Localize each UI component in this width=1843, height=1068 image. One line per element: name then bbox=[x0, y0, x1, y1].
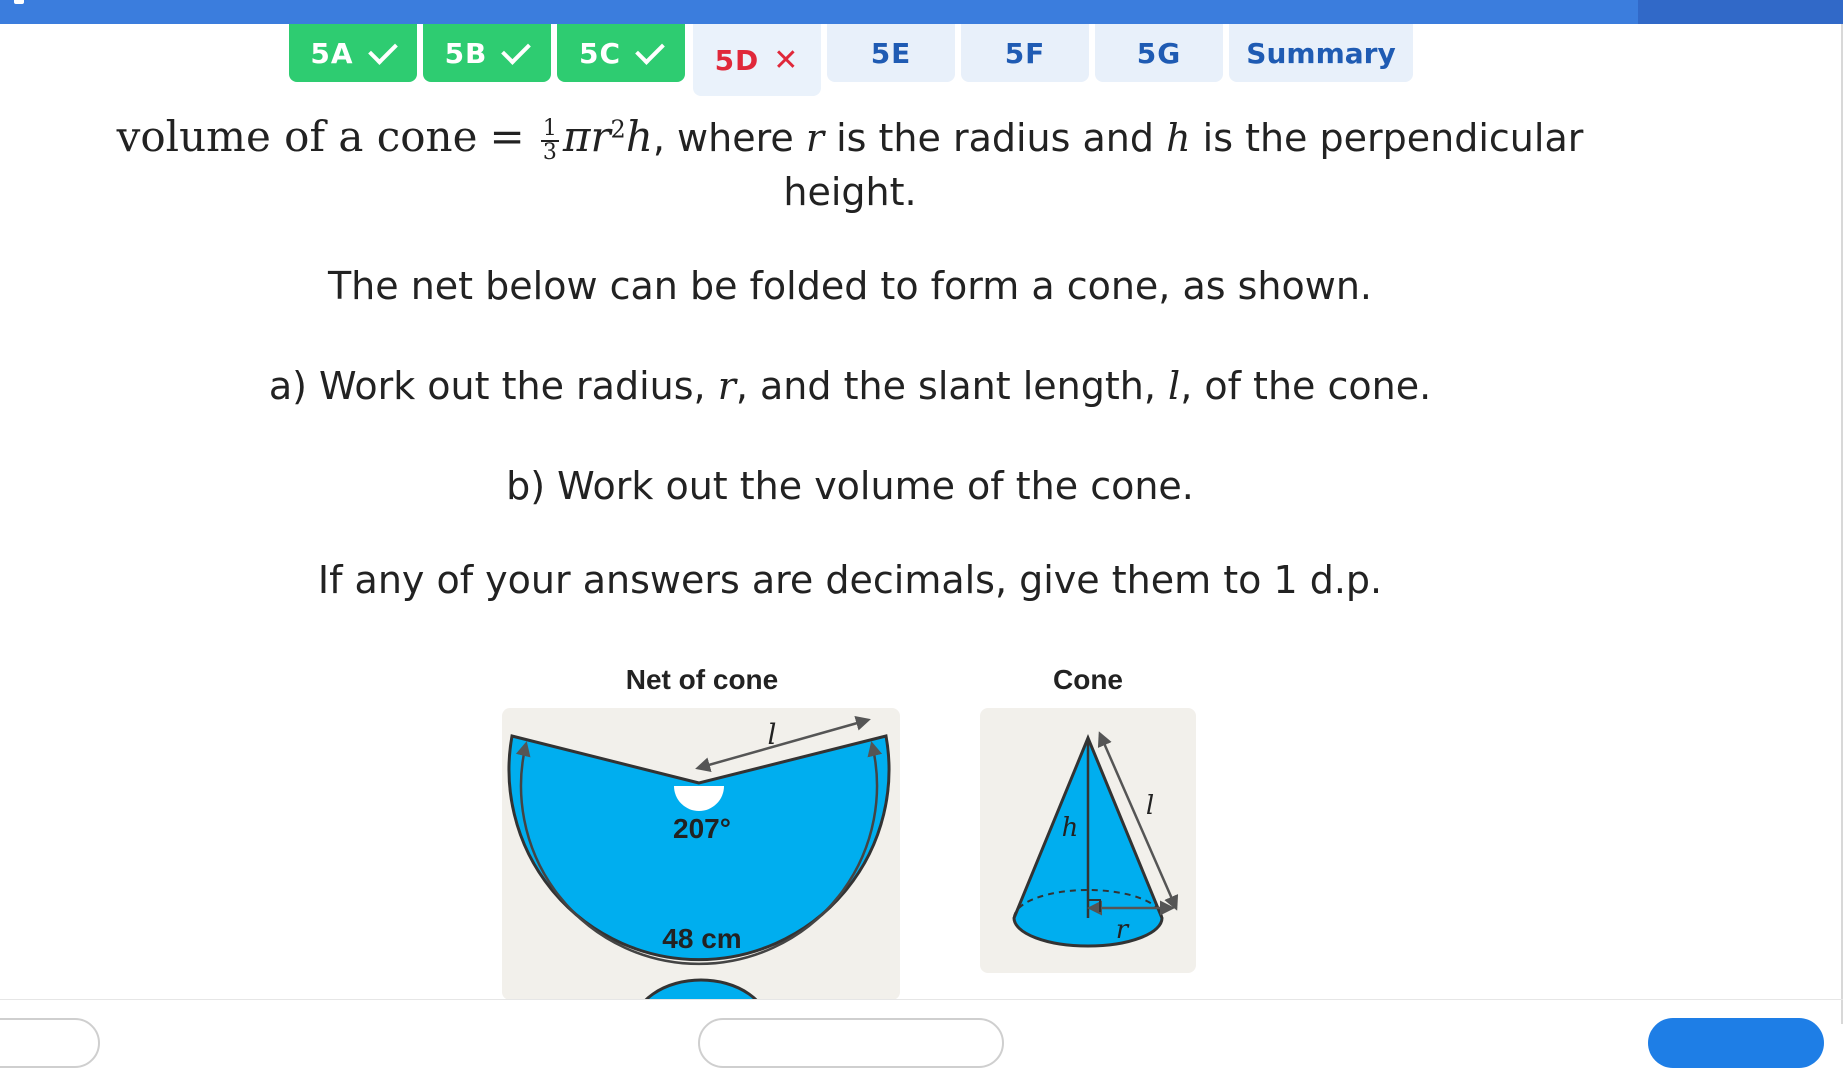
cone-diagram bbox=[980, 708, 1196, 973]
top-progress-bar bbox=[0, 0, 1843, 24]
net-diagram bbox=[502, 708, 900, 1000]
formula-line-2: height. bbox=[783, 170, 917, 214]
text-where: , where bbox=[652, 116, 806, 160]
tab-label: 5E bbox=[870, 36, 912, 70]
tab-5d[interactable] bbox=[693, 24, 821, 96]
tab-label: 5D bbox=[714, 43, 760, 77]
tab-5a[interactable] bbox=[289, 24, 417, 82]
progress-marker bbox=[14, 0, 24, 4]
formula-equals: = bbox=[489, 112, 525, 161]
cone-h-label: h bbox=[1061, 813, 1079, 843]
tab-label: 5A bbox=[310, 36, 354, 70]
formula-exponent: 2 bbox=[610, 115, 626, 144]
check-icon bbox=[368, 35, 398, 65]
text-perpendicular: is the perpendicular bbox=[1190, 116, 1584, 160]
net-title: Net of cone bbox=[625, 664, 779, 695]
fraction-numerator: 1 bbox=[542, 115, 557, 141]
tab-label: 5B bbox=[444, 36, 488, 70]
net-svg bbox=[502, 708, 900, 1000]
tab-label: 5G bbox=[1136, 36, 1182, 70]
tab-5e[interactable] bbox=[827, 24, 955, 82]
tab-label: Summary bbox=[1246, 36, 1396, 70]
formula-h: h bbox=[625, 112, 653, 161]
cone-title: Cone bbox=[1053, 664, 1123, 695]
var-r: r bbox=[717, 364, 736, 408]
tab-summary[interactable] bbox=[1229, 24, 1413, 82]
part-a-text-2: , and the slant length, bbox=[735, 364, 1169, 408]
var-r: r bbox=[805, 116, 824, 160]
tab-5f[interactable] bbox=[961, 24, 1089, 82]
net-angle-label: 207° bbox=[673, 813, 731, 844]
fraction-denominator: 3 bbox=[542, 139, 557, 165]
cross-icon: ✕ bbox=[773, 42, 800, 78]
tab-5c[interactable] bbox=[557, 24, 685, 82]
formula-pi-r: πr bbox=[562, 112, 611, 161]
footer-center-button[interactable] bbox=[698, 1018, 1004, 1068]
part-a-text-1: a) Work out the radius, bbox=[268, 364, 718, 408]
check-icon bbox=[635, 35, 665, 65]
var-h: h bbox=[1166, 116, 1191, 160]
footer-submit-button[interactable] bbox=[1648, 1018, 1824, 1068]
cone-l-label: l bbox=[1145, 791, 1155, 821]
tab-5g[interactable] bbox=[1095, 24, 1223, 82]
question-part-a bbox=[0, 364, 1700, 408]
formula-line bbox=[0, 112, 1700, 164]
question-intro: The net below can be folded to form a cone, as shown. bbox=[327, 264, 1373, 308]
tab-label: 5C bbox=[578, 36, 622, 70]
check-icon bbox=[502, 35, 532, 65]
footer-left-button[interactable] bbox=[0, 1018, 100, 1068]
text-radius: is the radius and bbox=[824, 116, 1167, 160]
formula-lhs: volume of a cone bbox=[116, 112, 478, 161]
tab-5b[interactable] bbox=[423, 24, 551, 82]
cone-r-label: r bbox=[1115, 915, 1129, 945]
net-slant-label: l bbox=[767, 718, 777, 751]
question-note: If any of your answers are decimals, give them to 1 d.p. bbox=[317, 558, 1383, 602]
question-part-b: b) Work out the volume of the cone. bbox=[506, 464, 1194, 508]
fraction-one-third bbox=[541, 115, 559, 165]
progress-bar-end bbox=[1638, 0, 1843, 24]
net-base-circle bbox=[633, 980, 769, 1000]
part-a-text-3: , of the cone. bbox=[1180, 364, 1432, 408]
var-l: l bbox=[1168, 364, 1181, 408]
cone-svg bbox=[980, 708, 1196, 973]
footer-divider bbox=[0, 999, 1843, 1000]
tab-label: 5F bbox=[1004, 36, 1046, 70]
net-arc-label: 48 cm bbox=[662, 923, 742, 954]
